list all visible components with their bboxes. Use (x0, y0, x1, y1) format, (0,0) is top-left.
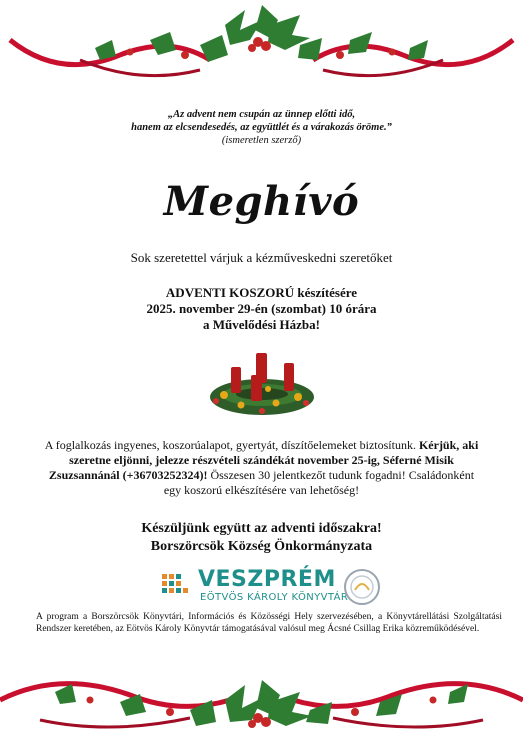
event-details (0, 285, 523, 333)
event-venue: a Művelődési Házba! (203, 317, 320, 332)
info-paragraph (40, 438, 483, 498)
quote-block (0, 108, 523, 147)
quote-author: (ismeretlen szerző) (221, 135, 302, 146)
event-name-rest: készítésére (294, 285, 358, 300)
library-name-line-2: EÖTVÖS KÁROLY KÖNYVTÁR (200, 592, 349, 603)
info-plain-2: Összesen 30 jelentkezőt tudunk fogadni! Családonként egy koszorú elkészítésére van lehetőség! (163, 468, 475, 497)
library-logo-mark (160, 572, 190, 598)
page-title: Meghívó (163, 178, 360, 225)
event-name: ADVENTI KOSZORÚ (165, 285, 295, 300)
closing-block (0, 520, 523, 556)
info-registration: Kérjük, aki szeretne eljönni, jelezze részvételi szándékát november 25-ig, Séferné Misik Zsuzsannánál (+36703252324)! (48, 438, 479, 482)
library-name-line-1: VESZPRÉM (198, 567, 336, 592)
info-plain-1: A foglalkozás ingyenes, koszorúalapot, gyertyát, díszítőelemeket biztosítunk. (44, 438, 416, 452)
library-logo (160, 566, 390, 608)
event-date: 2025. november 29-én (szombat) 10 órára (146, 301, 377, 316)
quote-line-2: hanem az elcsendesedés, az együttlét és a várakozás öröme.” (131, 122, 392, 133)
event-line-1 (0, 285, 523, 301)
closing-line-1: Készüljünk együtt az adventi időszakra! (141, 521, 382, 536)
bottom-holly-garland (0, 660, 523, 740)
intro-text: Sok szeretettel várjuk a kézműveskedni szeretőket (130, 250, 393, 265)
advent-wreath-illustration (206, 345, 318, 420)
closing-organizer: Borszörcsök Község Önkormányzata (150, 539, 373, 554)
footer-note: A program a Borszörcsök Könyvtári, Információs és Közösségi Hely szervezésében, a Könyvtárellátási Szolgáltatási Rendszer keretében, az Eötvös Károly Könyvtár támogatásával valósul meg Ácsné Csillag Erika közreműködésével. (36, 612, 502, 634)
quote-line-1: „Az advent nem csupán az ünnep előtti idő, (167, 109, 356, 120)
top-holly-garland (0, 0, 523, 85)
library-seal-icon (343, 568, 381, 606)
